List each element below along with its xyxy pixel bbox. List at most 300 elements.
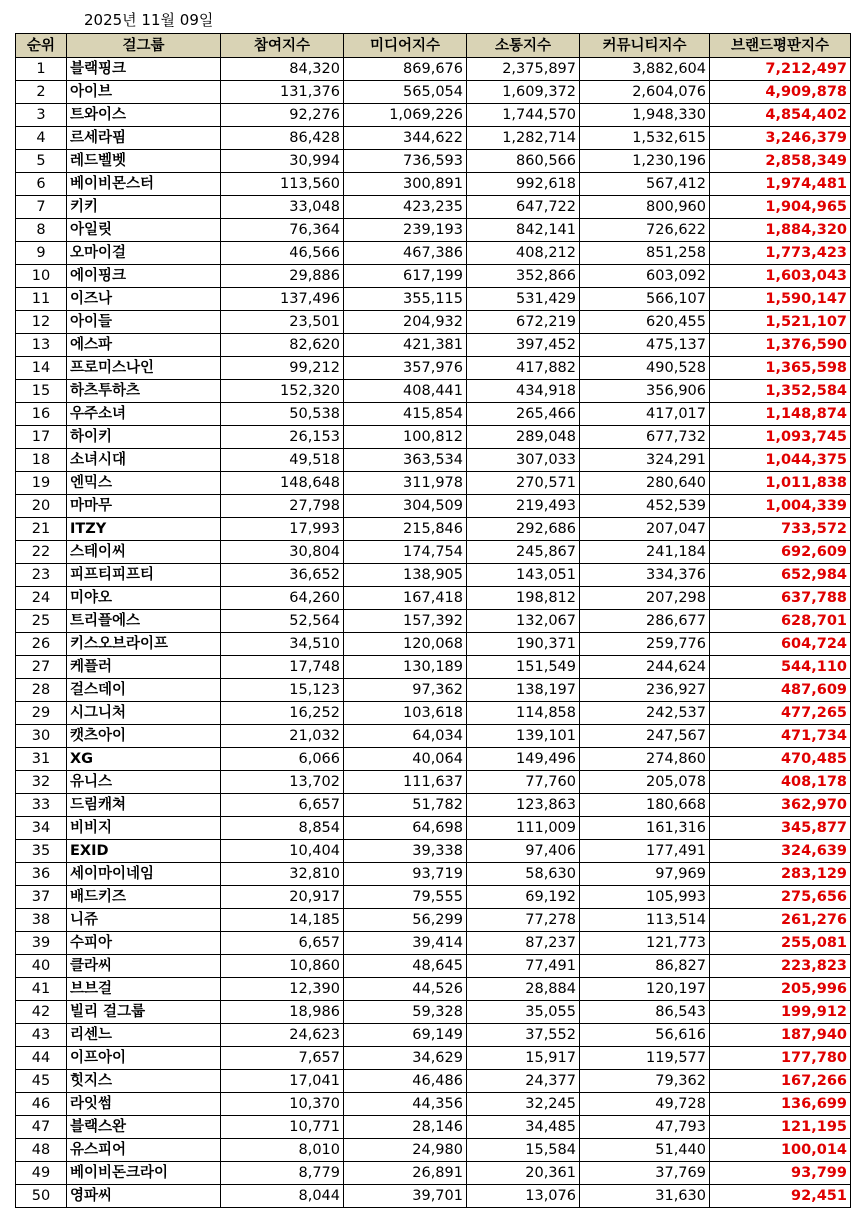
brand-index-cell: 1,521,107: [710, 311, 851, 334]
participation-cell: 10,370: [221, 1093, 344, 1116]
brand-index-cell: 93,799: [710, 1162, 851, 1185]
community-cell: 356,906: [580, 380, 710, 403]
report-date: 2025년 11월 09일: [84, 11, 214, 29]
rank-cell: 28: [16, 679, 67, 702]
group-cell: 우주소녀: [67, 403, 221, 426]
rank-cell: 20: [16, 495, 67, 518]
community-cell: 49,728: [580, 1093, 710, 1116]
community-cell: 726,622: [580, 219, 710, 242]
group-cell: 시그니처: [67, 702, 221, 725]
table-row: [16, 771, 851, 794]
table-row: [16, 196, 851, 219]
table-row: [16, 1001, 851, 1024]
rank-cell: 47: [16, 1116, 67, 1139]
community-cell: 603,092: [580, 265, 710, 288]
brand-index-cell: 1,904,965: [710, 196, 851, 219]
community-cell: 244,624: [580, 656, 710, 679]
communication-cell: 77,278: [467, 909, 580, 932]
group-cell: 라잇썸: [67, 1093, 221, 1116]
group-cell: 드림캐쳐: [67, 794, 221, 817]
communication-cell: 77,491: [467, 955, 580, 978]
brand-reputation-table: [15, 33, 851, 1208]
communication-cell: 13,076: [467, 1185, 580, 1208]
media-cell: 59,328: [344, 1001, 467, 1024]
communication-cell: 138,197: [467, 679, 580, 702]
community-cell: 119,577: [580, 1047, 710, 1070]
media-cell: 157,392: [344, 610, 467, 633]
header-group: 걸그룹: [67, 34, 221, 58]
brand-index-cell: 136,699: [710, 1093, 851, 1116]
communication-cell: 307,033: [467, 449, 580, 472]
rank-cell: 40: [16, 955, 67, 978]
participation-cell: 10,404: [221, 840, 344, 863]
community-cell: 567,412: [580, 173, 710, 196]
table-row: [16, 150, 851, 173]
table-row: [16, 242, 851, 265]
communication-cell: 58,630: [467, 863, 580, 886]
participation-cell: 86,428: [221, 127, 344, 150]
table-body: [16, 58, 851, 1208]
community-cell: 800,960: [580, 196, 710, 219]
community-cell: 490,528: [580, 357, 710, 380]
group-cell: 마마무: [67, 495, 221, 518]
community-cell: 120,197: [580, 978, 710, 1001]
media-cell: 39,701: [344, 1185, 467, 1208]
group-cell: 미야오: [67, 587, 221, 610]
community-cell: 1,230,196: [580, 150, 710, 173]
rank-cell: 16: [16, 403, 67, 426]
brand-index-cell: 4,909,878: [710, 81, 851, 104]
brand-index-cell: 205,996: [710, 978, 851, 1001]
table-row: [16, 81, 851, 104]
participation-cell: 8,854: [221, 817, 344, 840]
participation-cell: 8,779: [221, 1162, 344, 1185]
group-cell: 엔믹스: [67, 472, 221, 495]
media-cell: 363,534: [344, 449, 467, 472]
participation-cell: 32,810: [221, 863, 344, 886]
participation-cell: 7,657: [221, 1047, 344, 1070]
brand-index-cell: 637,788: [710, 587, 851, 610]
brand-index-cell: 1,148,874: [710, 403, 851, 426]
communication-cell: 417,882: [467, 357, 580, 380]
table-row: [16, 426, 851, 449]
community-cell: 620,455: [580, 311, 710, 334]
brand-index-cell: 544,110: [710, 656, 851, 679]
community-cell: 205,078: [580, 771, 710, 794]
header-communication: 소통지수: [467, 34, 580, 58]
communication-cell: 111,009: [467, 817, 580, 840]
community-cell: 1,948,330: [580, 104, 710, 127]
group-cell: 에이핑크: [67, 265, 221, 288]
communication-cell: 292,686: [467, 518, 580, 541]
brand-index-cell: 1,773,423: [710, 242, 851, 265]
brand-index-cell: 733,572: [710, 518, 851, 541]
community-cell: 452,539: [580, 495, 710, 518]
media-cell: 357,976: [344, 357, 467, 380]
group-cell: 니쥬: [67, 909, 221, 932]
brand-index-cell: 100,014: [710, 1139, 851, 1162]
brand-index-cell: 362,970: [710, 794, 851, 817]
group-cell: 힛지스: [67, 1070, 221, 1093]
table-row: [16, 633, 851, 656]
media-cell: 44,526: [344, 978, 467, 1001]
communication-cell: 434,918: [467, 380, 580, 403]
participation-cell: 113,560: [221, 173, 344, 196]
participation-cell: 152,320: [221, 380, 344, 403]
brand-index-cell: 92,451: [710, 1185, 851, 1208]
rank-cell: 49: [16, 1162, 67, 1185]
rank-cell: 27: [16, 656, 67, 679]
community-cell: 259,776: [580, 633, 710, 656]
communication-cell: 531,429: [467, 288, 580, 311]
table-row: [16, 1047, 851, 1070]
participation-cell: 12,390: [221, 978, 344, 1001]
communication-cell: 992,618: [467, 173, 580, 196]
group-cell: 브브걸: [67, 978, 221, 1001]
media-cell: 56,299: [344, 909, 467, 932]
group-cell: 수피아: [67, 932, 221, 955]
rank-cell: 43: [16, 1024, 67, 1047]
group-cell: 케플러: [67, 656, 221, 679]
participation-cell: 6,657: [221, 794, 344, 817]
communication-cell: 647,722: [467, 196, 580, 219]
brand-index-cell: 1,376,590: [710, 334, 851, 357]
rank-cell: 18: [16, 449, 67, 472]
table-row: [16, 863, 851, 886]
community-cell: 1,532,615: [580, 127, 710, 150]
table-row: [16, 978, 851, 1001]
community-cell: 242,537: [580, 702, 710, 725]
participation-cell: 34,510: [221, 633, 344, 656]
table-row: [16, 104, 851, 127]
community-cell: 51,440: [580, 1139, 710, 1162]
media-cell: 100,812: [344, 426, 467, 449]
media-cell: 239,193: [344, 219, 467, 242]
communication-cell: 289,048: [467, 426, 580, 449]
group-cell: 클라씨: [67, 955, 221, 978]
group-cell: 이즈나: [67, 288, 221, 311]
community-cell: 566,107: [580, 288, 710, 311]
brand-index-cell: 471,734: [710, 725, 851, 748]
rank-cell: 9: [16, 242, 67, 265]
rank-cell: 48: [16, 1139, 67, 1162]
group-cell: 에스파: [67, 334, 221, 357]
communication-cell: 149,496: [467, 748, 580, 771]
media-cell: 28,146: [344, 1116, 467, 1139]
participation-cell: 92,276: [221, 104, 344, 127]
rank-cell: 35: [16, 840, 67, 863]
media-cell: 26,891: [344, 1162, 467, 1185]
group-cell: 아일릿: [67, 219, 221, 242]
participation-cell: 49,518: [221, 449, 344, 472]
community-cell: 56,616: [580, 1024, 710, 1047]
brand-index-cell: 470,485: [710, 748, 851, 771]
communication-cell: 1,609,372: [467, 81, 580, 104]
table-row: [16, 449, 851, 472]
participation-cell: 64,260: [221, 587, 344, 610]
brand-index-cell: 187,940: [710, 1024, 851, 1047]
brand-index-cell: 1,365,598: [710, 357, 851, 380]
brand-index-cell: 692,609: [710, 541, 851, 564]
communication-cell: 265,466: [467, 403, 580, 426]
media-cell: 97,362: [344, 679, 467, 702]
table-row: [16, 1070, 851, 1093]
communication-cell: 1,744,570: [467, 104, 580, 127]
communication-cell: 35,055: [467, 1001, 580, 1024]
community-cell: 286,677: [580, 610, 710, 633]
media-cell: 174,754: [344, 541, 467, 564]
media-cell: 69,149: [344, 1024, 467, 1047]
communication-cell: 198,812: [467, 587, 580, 610]
brand-index-cell: 408,178: [710, 771, 851, 794]
table-row: [16, 748, 851, 771]
media-cell: 204,932: [344, 311, 467, 334]
participation-cell: 33,048: [221, 196, 344, 219]
media-cell: 415,854: [344, 403, 467, 426]
table-row: [16, 656, 851, 679]
group-cell: 하이키: [67, 426, 221, 449]
media-cell: 111,637: [344, 771, 467, 794]
table-row: [16, 357, 851, 380]
media-cell: 46,486: [344, 1070, 467, 1093]
table-row: [16, 840, 851, 863]
participation-cell: 14,185: [221, 909, 344, 932]
participation-cell: 8,044: [221, 1185, 344, 1208]
media-cell: 408,441: [344, 380, 467, 403]
brand-index-cell: 487,609: [710, 679, 851, 702]
group-cell: 캣츠아이: [67, 725, 221, 748]
group-cell: 르세라핌: [67, 127, 221, 150]
brand-index-cell: 652,984: [710, 564, 851, 587]
communication-cell: 77,760: [467, 771, 580, 794]
communication-cell: 143,051: [467, 564, 580, 587]
community-cell: 324,291: [580, 449, 710, 472]
table-row: [16, 955, 851, 978]
rank-cell: 15: [16, 380, 67, 403]
community-cell: 2,604,076: [580, 81, 710, 104]
participation-cell: 52,564: [221, 610, 344, 633]
table-row: [16, 794, 851, 817]
communication-cell: 24,377: [467, 1070, 580, 1093]
rank-cell: 14: [16, 357, 67, 380]
table-row: [16, 909, 851, 932]
group-cell: 하츠투하츠: [67, 380, 221, 403]
brand-index-cell: 167,266: [710, 1070, 851, 1093]
communication-cell: 270,571: [467, 472, 580, 495]
table-row: [16, 1093, 851, 1116]
brand-index-cell: 1,603,043: [710, 265, 851, 288]
brand-index-cell: 1,974,481: [710, 173, 851, 196]
participation-cell: 26,153: [221, 426, 344, 449]
group-cell: 오마이걸: [67, 242, 221, 265]
community-cell: 180,668: [580, 794, 710, 817]
community-cell: 851,258: [580, 242, 710, 265]
media-cell: 44,356: [344, 1093, 467, 1116]
rank-cell: 46: [16, 1093, 67, 1116]
table-row: [16, 541, 851, 564]
communication-cell: 28,884: [467, 978, 580, 1001]
rank-cell: 21: [16, 518, 67, 541]
communication-cell: 139,101: [467, 725, 580, 748]
group-cell: 프로미스나인: [67, 357, 221, 380]
participation-cell: 18,986: [221, 1001, 344, 1024]
community-cell: 113,514: [580, 909, 710, 932]
table-row: [16, 1139, 851, 1162]
header-participation: 참여지수: [221, 34, 344, 58]
rank-cell: 45: [16, 1070, 67, 1093]
community-cell: 37,769: [580, 1162, 710, 1185]
rank-cell: 39: [16, 932, 67, 955]
rank-cell: 22: [16, 541, 67, 564]
brand-index-cell: 477,265: [710, 702, 851, 725]
media-cell: 344,622: [344, 127, 467, 150]
participation-cell: 10,771: [221, 1116, 344, 1139]
community-cell: 334,376: [580, 564, 710, 587]
communication-cell: 132,067: [467, 610, 580, 633]
communication-cell: 2,375,897: [467, 58, 580, 81]
table-row: [16, 932, 851, 955]
participation-cell: 20,917: [221, 886, 344, 909]
communication-cell: 15,917: [467, 1047, 580, 1070]
rank-cell: 44: [16, 1047, 67, 1070]
table-row: [16, 610, 851, 633]
rank-cell: 7: [16, 196, 67, 219]
participation-cell: 137,496: [221, 288, 344, 311]
table-row: [16, 334, 851, 357]
rank-cell: 32: [16, 771, 67, 794]
table-row: [16, 288, 851, 311]
group-cell: 키키: [67, 196, 221, 219]
brand-index-cell: 1,044,375: [710, 449, 851, 472]
participation-cell: 148,648: [221, 472, 344, 495]
participation-cell: 17,993: [221, 518, 344, 541]
communication-cell: 352,866: [467, 265, 580, 288]
rank-cell: 13: [16, 334, 67, 357]
table-row: [16, 265, 851, 288]
participation-cell: 21,032: [221, 725, 344, 748]
communication-cell: 34,485: [467, 1116, 580, 1139]
brand-index-cell: 1,093,745: [710, 426, 851, 449]
group-cell: 베이비돈크라이: [67, 1162, 221, 1185]
media-cell: 1,069,226: [344, 104, 467, 127]
media-cell: 167,418: [344, 587, 467, 610]
rank-cell: 11: [16, 288, 67, 311]
rank-cell: 17: [16, 426, 67, 449]
participation-cell: 15,123: [221, 679, 344, 702]
rank-cell: 41: [16, 978, 67, 1001]
community-cell: 47,793: [580, 1116, 710, 1139]
participation-cell: 131,376: [221, 81, 344, 104]
communication-cell: 87,237: [467, 932, 580, 955]
table-row: [16, 403, 851, 426]
group-cell: 레드벨벳: [67, 150, 221, 173]
participation-cell: 6,657: [221, 932, 344, 955]
communication-cell: 1,282,714: [467, 127, 580, 150]
group-cell: 빌리 걸그룹: [67, 1001, 221, 1024]
media-cell: 64,034: [344, 725, 467, 748]
group-cell: 블랙핑크: [67, 58, 221, 81]
participation-cell: 30,804: [221, 541, 344, 564]
rank-cell: 33: [16, 794, 67, 817]
media-cell: 103,618: [344, 702, 467, 725]
group-cell: 피프티피프티: [67, 564, 221, 587]
media-cell: 138,905: [344, 564, 467, 587]
rank-cell: 34: [16, 817, 67, 840]
media-cell: 130,189: [344, 656, 467, 679]
group-cell: 비비지: [67, 817, 221, 840]
media-cell: 39,414: [344, 932, 467, 955]
community-cell: 105,993: [580, 886, 710, 909]
participation-cell: 99,212: [221, 357, 344, 380]
header-brand-index: 브랜드평판지수: [710, 34, 851, 58]
participation-cell: 46,566: [221, 242, 344, 265]
community-cell: 280,640: [580, 472, 710, 495]
table-row: [16, 311, 851, 334]
community-cell: 86,827: [580, 955, 710, 978]
group-cell: 유스피어: [67, 1139, 221, 1162]
group-cell: 키스오브라이프: [67, 633, 221, 656]
brand-index-cell: 1,011,838: [710, 472, 851, 495]
table-row: [16, 725, 851, 748]
communication-cell: 842,141: [467, 219, 580, 242]
brand-index-cell: 604,724: [710, 633, 851, 656]
community-cell: 247,567: [580, 725, 710, 748]
communication-cell: 69,192: [467, 886, 580, 909]
media-cell: 304,509: [344, 495, 467, 518]
participation-cell: 24,623: [221, 1024, 344, 1047]
participation-cell: 17,748: [221, 656, 344, 679]
group-cell: 트와이스: [67, 104, 221, 127]
participation-cell: 6,066: [221, 748, 344, 771]
group-cell: 스테이씨: [67, 541, 221, 564]
media-cell: 39,338: [344, 840, 467, 863]
group-cell: ITZY: [67, 518, 221, 541]
community-cell: 97,969: [580, 863, 710, 886]
media-cell: 736,593: [344, 150, 467, 173]
rank-cell: 3: [16, 104, 67, 127]
communication-cell: 397,452: [467, 334, 580, 357]
rank-cell: 12: [16, 311, 67, 334]
brand-index-cell: 223,823: [710, 955, 851, 978]
rank-cell: 19: [16, 472, 67, 495]
rank-cell: 5: [16, 150, 67, 173]
table-row: [16, 380, 851, 403]
table-row: [16, 58, 851, 81]
group-cell: 영파씨: [67, 1185, 221, 1208]
communication-cell: 32,245: [467, 1093, 580, 1116]
brand-index-cell: 1,590,147: [710, 288, 851, 311]
communication-cell: 97,406: [467, 840, 580, 863]
group-cell: 베이비몬스터: [67, 173, 221, 196]
participation-cell: 82,620: [221, 334, 344, 357]
table-row: [16, 472, 851, 495]
rank-cell: 23: [16, 564, 67, 587]
header-media: 미디어지수: [344, 34, 467, 58]
brand-index-cell: 628,701: [710, 610, 851, 633]
communication-cell: 37,552: [467, 1024, 580, 1047]
communication-cell: 15,584: [467, 1139, 580, 1162]
community-cell: 475,137: [580, 334, 710, 357]
participation-cell: 8,010: [221, 1139, 344, 1162]
rank-cell: 25: [16, 610, 67, 633]
group-cell: 배드키즈: [67, 886, 221, 909]
group-cell: 아이브: [67, 81, 221, 104]
rank-cell: 29: [16, 702, 67, 725]
community-cell: 161,316: [580, 817, 710, 840]
table-row: [16, 1162, 851, 1185]
rank-cell: 4: [16, 127, 67, 150]
rank-cell: 31: [16, 748, 67, 771]
